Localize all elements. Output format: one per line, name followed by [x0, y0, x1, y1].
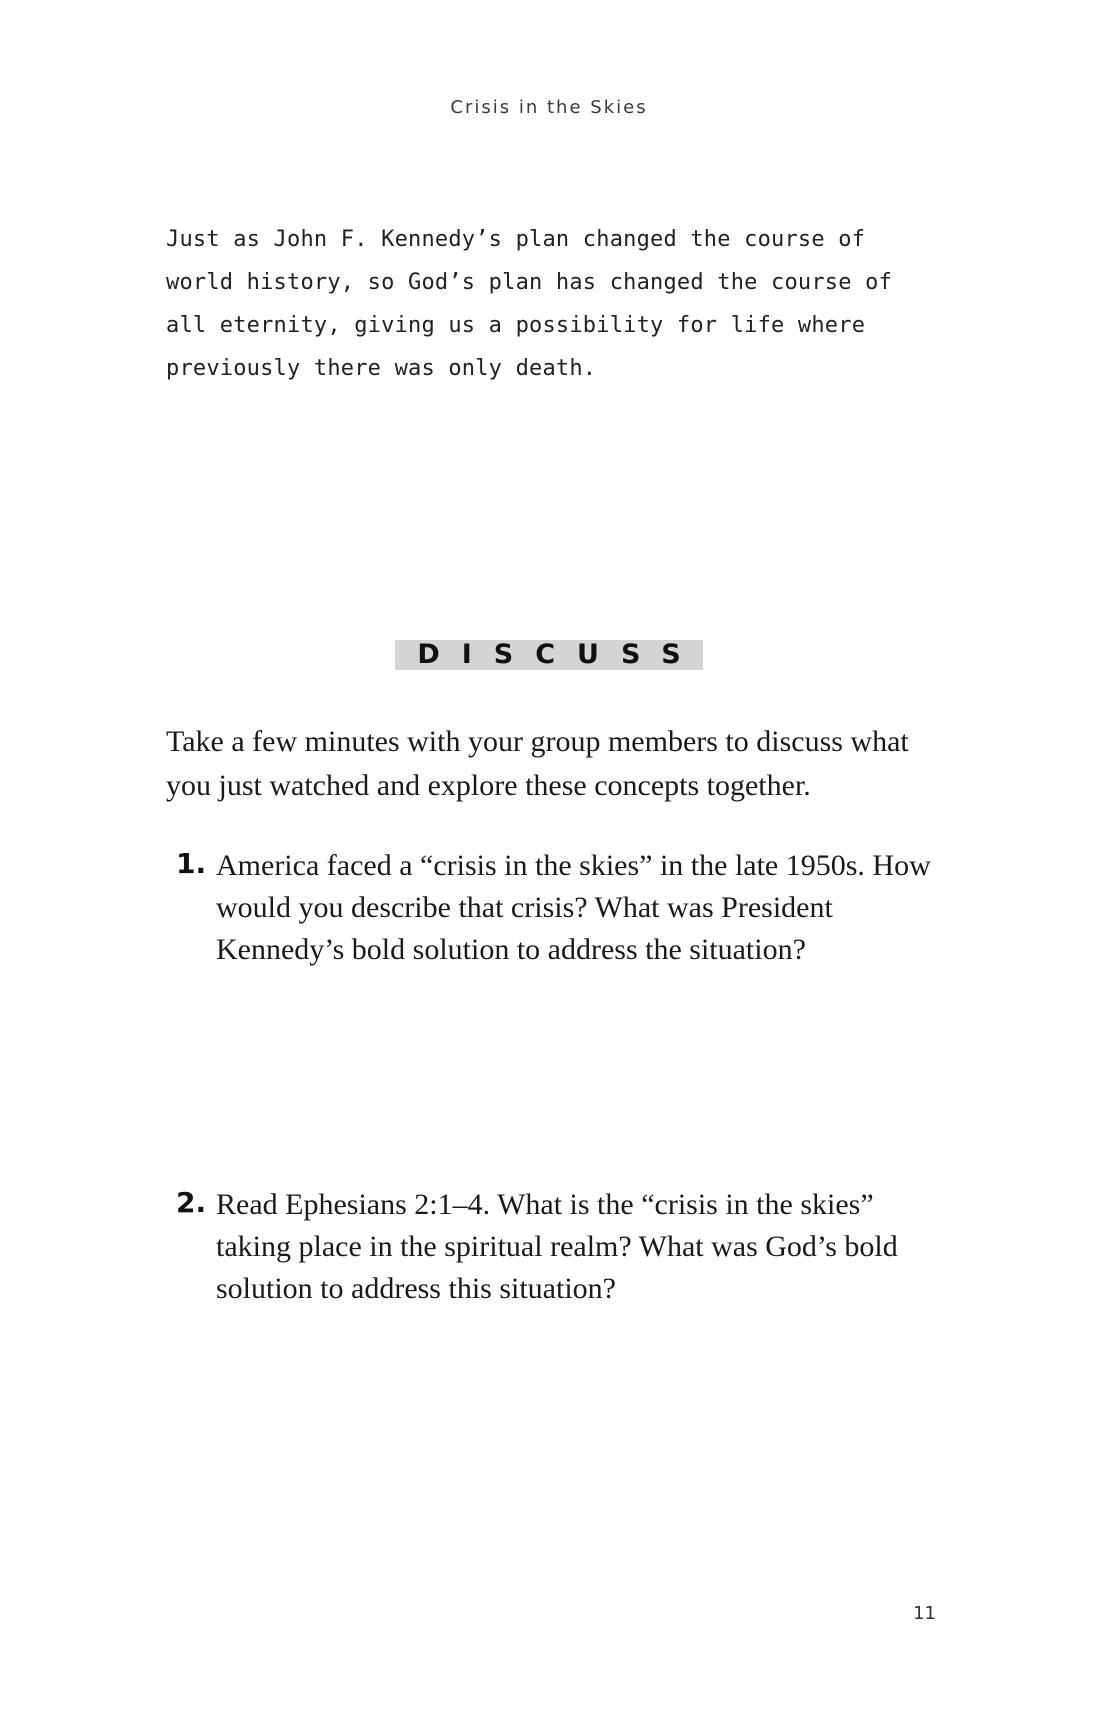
discuss-lead-paragraph: Take a few minutes with your group members to discuss what you just watched and explore these concepts together. [166, 725, 909, 802]
running-head: Crisis in the Skies [450, 97, 648, 118]
discuss-heading-container [0, 640, 1098, 670]
discuss-heading: DISCUSS [395, 640, 702, 670]
intro-paragraph: Just as John F. Kennedy’s plan changed the course of world history, so God’s plan has changed the course of all eternity, giving us a possibility for life where previously there was only death. [166, 227, 893, 381]
question-text: Read Ephesians 2:1–4. What is the “crisis in the skies” taking place in the spiritual realm? What was God’s bold solution to address this situation? [216, 1188, 898, 1305]
question-text: America faced a “crisis in the skies” in the late 1950s. How would you describe that crisis? What was President Kennedy’s bold solution to address the situation? [216, 849, 931, 966]
question-number: 2. [176, 1186, 207, 1219]
page-number: 11 [913, 1603, 936, 1624]
question-number: 1. [176, 847, 207, 880]
